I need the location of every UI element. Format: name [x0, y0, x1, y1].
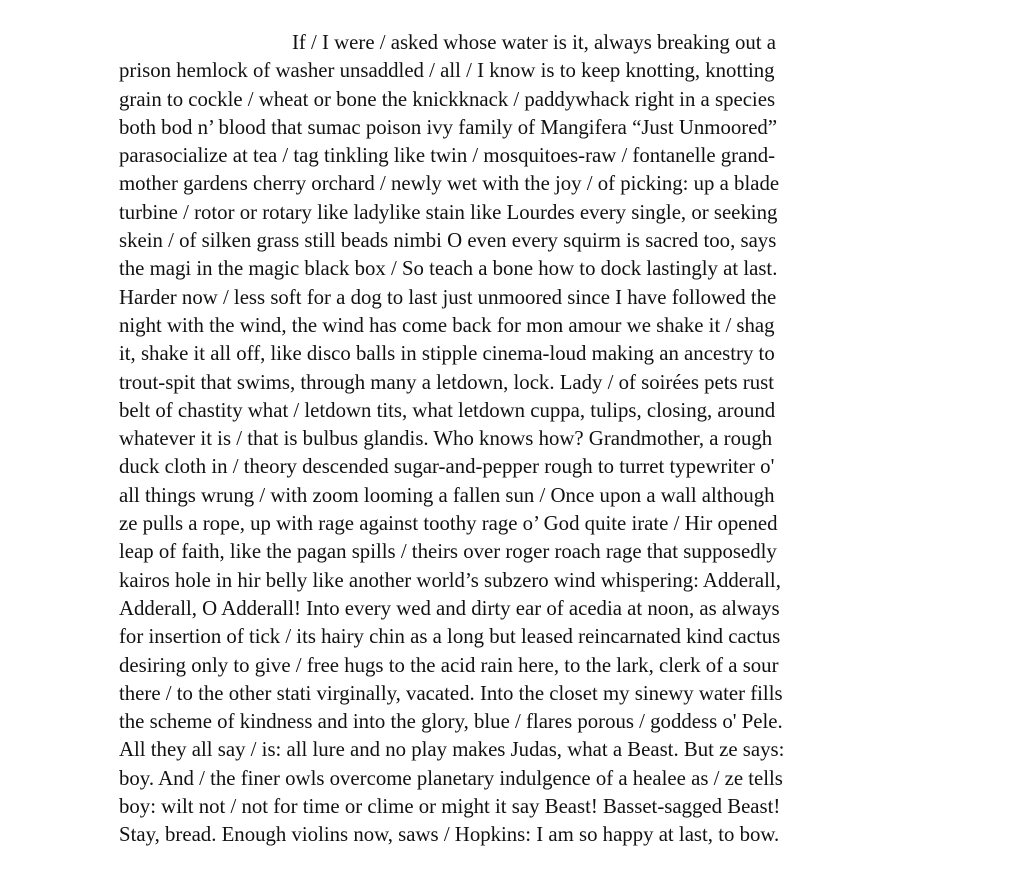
- poem-line: there / to the other stati virginally, vacated. Into the closet my sinewy water fills: [119, 681, 783, 705]
- poem-line: it, shake it all off, like disco balls in stipple cinema-loud making an ancestry to: [119, 342, 775, 366]
- poem-line: skein / of silken grass still beads nimbi O even every squirm is sacred too, says: [119, 229, 777, 253]
- poem-line: boy. And / the finer owls overcome planetary indulgence of a healee as / ze tells: [119, 766, 783, 790]
- poem-line: prison hemlock of washer unsaddled / all / I know is to keep knotting, knotting: [119, 59, 775, 83]
- poem-line: for insertion of tick / its hairy chin as a long but leased reincarnated kind cactus: [119, 625, 781, 649]
- poem-line: kairos hole in hir belly like another world’s subzero wind whispering: Adderall,: [119, 568, 781, 592]
- poem-line: grain to cockle / wheat or bone the knickknack / paddywhack right in a species: [119, 87, 776, 111]
- poem-line: the scheme of kindness and into the glory, blue / flares porous / goddess o' Pele.: [119, 710, 783, 734]
- poem-line: trout-spit that swims, through many a letdown, lock. Lady / of soirées pets rust: [119, 370, 775, 394]
- poem-line: whatever it is / that is bulbus glandis. Who knows how? Grandmother, a rough: [119, 427, 773, 451]
- poem-line: all things wrung / with zoom looming a fallen sun / Once upon a wall although: [119, 483, 775, 507]
- poem-line: duck cloth in / theory descended sugar-and-pepper rough to turret typewriter o': [119, 455, 775, 479]
- poem-line: belt of chastity what / letdown tits, what letdown cuppa, tulips, closing, around: [119, 398, 776, 422]
- poem-line: Harder now / less soft for a dog to last just unmoored since I have followed the: [119, 285, 777, 309]
- poem-line: If / I were / asked whose water is it, always breaking out a: [292, 31, 776, 54]
- poem-line: leap of faith, like the pagan spills / theirs over roger roach rage that supposedly: [119, 540, 777, 564]
- poem-line: both bod n’ blood that sumac poison ivy family of Mangifera “Just Unmoored”: [119, 115, 778, 139]
- poem-line: the magi in the magic black box / So teach a bone how to dock lastingly at last.: [119, 257, 778, 281]
- poem-line: Adderall, O Adderall! Into every wed and dirty ear of acedia at noon, as always: [119, 596, 780, 620]
- poem-line: night with the wind, the wind has come back for mon amour we shake it / shag: [119, 313, 775, 337]
- poem-text: [119, 29, 999, 850]
- poem-line: ze pulls a rope, up with rage against toothy rage o’ God quite irate / Hir opened: [119, 512, 778, 536]
- poem-line: boy: wilt not / not for time or clime or might it say Beast! Basset-sagged Beast!: [119, 795, 781, 819]
- poem-line: All they all say / is: all lure and no play makes Judas, what a Beast. But ze says:: [119, 738, 785, 762]
- poem-line: parasocialize at tea / tag tinkling like twin / mosquitoes-raw / fontanelle grand-: [119, 144, 776, 168]
- poem-line: Stay, bread. Enough violins now, saws / Hopkins: I am so happy at last, to bow.: [119, 823, 780, 847]
- poem-line: mother gardens cherry orchard / newly wet with the joy / of picking: up a blade: [119, 172, 780, 196]
- poem-line: turbine / rotor or rotary like ladylike stain like Lourdes every single, or seeking: [119, 200, 778, 224]
- poem-line: desiring only to give / free hugs to the acid rain here, to the lark, clerk of a sour: [119, 653, 779, 677]
